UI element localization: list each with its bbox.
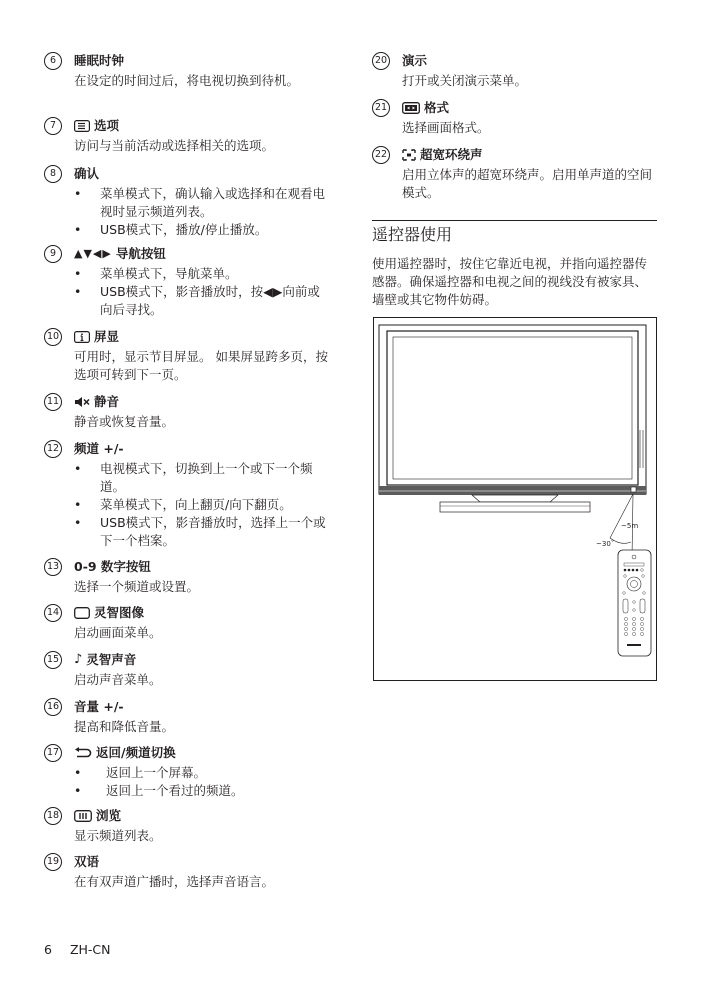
item-number: 14 [44,604,62,622]
item-number: 15 [44,651,62,669]
item-number: 19 [44,853,62,871]
bullet-item: • 电视模式下，切换到上一个或下一个频道。 [74,460,329,496]
section-divider [372,220,657,221]
item-number: 7 [44,117,62,135]
item-number: 13 [44,558,62,576]
item-title: 演示 [402,53,428,68]
item-title: 确认 [74,166,100,181]
item-number: 16 [44,698,62,716]
item-title: 超宽环绕声 [402,147,483,163]
item-title: 选项 [74,118,119,134]
item-title: 睡眠时钟 [74,53,125,68]
item-description: 显示频道列表。 [74,828,162,843]
note-icon: ♪ [74,652,83,667]
item-number: 17 [44,744,62,762]
item-number: 6 [44,52,62,70]
item-description: 提高和降低音量。 [74,719,175,734]
page-number: 6 [44,942,52,957]
item-title: 静音 [74,394,119,410]
item-bullets [74,764,329,800]
item-title: 灵智图像 [74,605,144,621]
mute-icon [74,396,90,408]
bullet-item: • 菜单模式下，确认输入或选择和在观看电视时显示频道列表。 [74,185,329,221]
bullet-item: • USB模式下，影音播放时，按◀▶向前或向后寻找。 [74,283,329,319]
tv-remote-illustration [374,318,656,680]
item-description: 在有双声道广播时，选择声音语言。 [74,874,275,889]
item-number: 8 [44,165,62,183]
item-number: 9 [44,245,62,263]
item-description: 启动声音菜单。 [74,672,162,687]
format-icon [402,102,420,114]
page-footer [44,942,111,958]
distance-label: ~5m [621,522,639,530]
browse-icon [74,810,92,822]
item-title: 音量 +/- [74,699,124,714]
back-icon [74,747,92,759]
bullet-item: • 菜单模式下，向上翻页/向下翻页。 [74,496,329,514]
item-number: 20 [372,52,390,70]
language-code: ZH-CN [69,942,111,957]
section-body: 使用遥控器时，按住它靠近电视，并指向遥控器传感器。确保遥控器和电视之间的视线没有被家具、墙壁或其它物件妨碍。 [372,256,648,307]
item-bullets [74,265,329,319]
remote-usage-figure [373,317,657,681]
item-description: 选择一个频道或设置。 [74,579,200,594]
item-description: 打开或关闭演示菜单。 [402,73,528,88]
item-description: 选择画面格式。 [402,120,490,135]
item-description: 访问与当前活动或选择相关的选项。 [74,138,275,153]
item-title: 屏显 [74,329,119,345]
item-number: 21 [372,99,390,117]
picture-icon [74,607,90,619]
item-title: 格式 [402,100,449,116]
item-title: 频道 +/- [74,441,124,456]
left-column [44,0,334,993]
bullet-item: • USB模式下，影音播放时，选择上一个或下一个档案。 [74,514,329,550]
item-number: 18 [44,807,62,825]
item-description: 在设定的时间过后，将电视切换到待机。 [74,73,300,88]
item-number: 22 [372,146,390,164]
item-bullets [74,185,329,239]
item-title: 返回/频道切换 [74,745,176,761]
item-title: 双语 [74,854,100,869]
item-number: 12 [44,440,62,458]
item-number: 10 [44,328,62,346]
item-title: 浏览 [74,808,121,824]
bullet-item: • 返回上一个屏幕。 [74,764,329,782]
item-bullets [74,460,329,550]
item-title: ▲▼◀▶ 导航按钮 [74,246,166,261]
bullet-item: • 菜单模式下，导航菜单。 [74,265,329,283]
options-icon [74,120,90,132]
item-description: 静音或恢复音量。 [74,414,175,429]
surround-icon [402,149,416,161]
section-title: 遥控器使用 [372,225,453,244]
item-title: ♪ 灵智声音 [74,652,137,667]
item-title: 0-9 数字按钮 [74,559,151,574]
item-number: 11 [44,393,62,411]
bullet-item: • 返回上一个看过的频道。 [74,782,329,800]
nav-arrows-icon: ▲▼◀▶ [74,247,112,260]
info-icon [74,331,90,343]
bullet-item: • USB模式下，播放/停止播放。 [74,221,329,239]
angle-label: ~30˚ [596,540,615,548]
item-description: 启用立体声的超宽环绕声。启用单声道的空间模式。 [402,167,653,200]
item-description: 启动画面菜单。 [74,625,162,640]
item-description: 可用时，显示节目屏显。 如果屏显跨多页，按选项可转到下一页。 [74,349,328,382]
